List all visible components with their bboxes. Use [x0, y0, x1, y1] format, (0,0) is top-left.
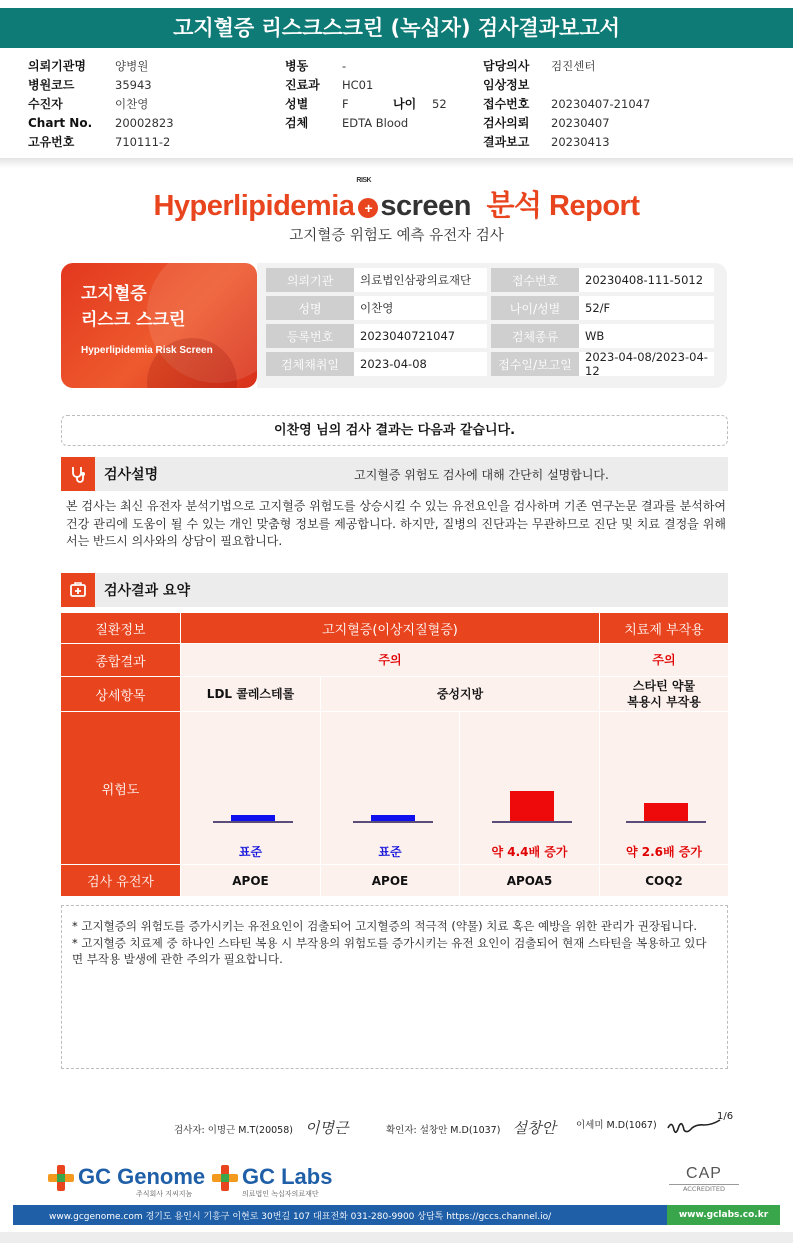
meta-key: Chart No.	[28, 115, 93, 130]
meta-key: 검체	[285, 116, 309, 130]
meta-value: EDTA Blood	[342, 115, 409, 130]
meta-key: 검사의뢰	[483, 116, 530, 130]
risk-baseline	[626, 821, 706, 823]
meta-key: 임상정보	[483, 78, 530, 92]
gene-name: APOA5	[460, 865, 600, 896]
gc-cross-icon	[48, 1165, 74, 1191]
info-label: 의뢰기관	[266, 268, 354, 292]
signature-scribble-icon	[666, 1118, 722, 1134]
risk-label: 약 2.6배 증가	[626, 845, 702, 859]
risk-label: 표준	[378, 845, 402, 859]
info-value: 2023-04-08	[354, 352, 487, 376]
section-title: 검사설명	[104, 467, 159, 483]
risk-cell	[181, 712, 321, 865]
row-label: 종합결과	[61, 644, 181, 677]
page-number: 1/6	[717, 1111, 734, 1122]
overall-result-main: 주의	[181, 644, 600, 677]
medical-kit-icon	[61, 573, 95, 607]
section-description: 고지혈증 위험도 검사에 대해 간단히 설명합니다.	[354, 467, 609, 482]
risk-bar	[644, 803, 688, 821]
info-value: 이찬영	[354, 296, 487, 320]
meta-value: F	[342, 96, 349, 111]
meta-value: HC01	[342, 77, 374, 92]
detail-statin: 스타틴 약물 복용시 부작용	[600, 677, 728, 712]
meta-col-1	[28, 56, 174, 151]
section-test-description	[61, 457, 728, 491]
meta-col-3	[483, 56, 650, 151]
risk-label: 약 4.4배 증가	[491, 845, 568, 859]
info-label: 검체종류	[491, 324, 579, 348]
product-card	[61, 263, 257, 388]
signature-mark: 이명근	[304, 1119, 349, 1137]
report-logo	[0, 177, 793, 224]
risk-baseline	[353, 821, 433, 823]
gene-name: APOE	[321, 865, 460, 896]
meta-value: 20002823	[115, 115, 174, 130]
meta-key: 성별	[285, 97, 309, 111]
age-key: 나이	[393, 97, 417, 111]
meta-key: 의뢰기관명	[28, 59, 86, 73]
signer-label: 검사자: 이명근 M.T(20058)	[174, 1125, 293, 1136]
risk-label: 표준	[238, 845, 263, 859]
meta-key: 병원코드	[28, 78, 75, 92]
meta-value: -	[342, 58, 347, 73]
risk-baseline	[213, 821, 293, 823]
info-value: 의료법인삼광의료재단	[354, 268, 487, 292]
risk-baseline	[492, 821, 572, 823]
cap-title: CAP	[686, 1165, 722, 1182]
logo-risk: RISK	[356, 177, 372, 184]
row-label: 상세항목	[61, 677, 181, 712]
meta-key: 수진자	[28, 97, 63, 111]
meta-value: 710111-2	[115, 134, 171, 149]
age-value: 52	[432, 96, 447, 111]
result-summary-table	[61, 613, 728, 896]
gene-name: COQ2	[600, 865, 728, 896]
info-row	[266, 324, 727, 348]
info-value: 52/F	[579, 296, 714, 320]
card-title-line2: 리스크 스크린	[81, 310, 186, 330]
row-label: 위험도	[61, 712, 181, 865]
gc-genome-sub: 주식회사 지씨지놈	[136, 1190, 193, 1198]
info-row	[266, 296, 727, 320]
meta-key: 접수번호	[483, 97, 530, 111]
result-greeting: 이찬영 님의 검사 결과는 다음과 같습니다.	[61, 415, 728, 446]
signer-label: 확인자: 설창안 M.D(1037)	[386, 1125, 501, 1136]
meta-value: 35943	[115, 77, 152, 92]
footer-contact-text: www.gcgenome.com 경기도 용인시 기흥구 이현로 30번길 107 대표전화 031-280-9900 상담톡 https://gccs.channel.io/	[49, 1211, 552, 1222]
meta-key: 진료과	[285, 78, 320, 92]
info-value: 20230408-111-5012	[579, 268, 714, 292]
info-value: WB	[579, 324, 714, 348]
meta-value: 20230407-21047	[551, 96, 651, 111]
gene-name: APOE	[181, 865, 321, 896]
report-subtitle: 고지혈증 위험도 예측 유전자 검사	[289, 228, 504, 244]
detail-ldl: LDL 콜레스테롤	[181, 677, 321, 712]
note-item: * 고지혈증의 위험도를 증가시키는 유전요인이 검출되어 고지혈증의 적극적 (약물) 치료 혹은 예방을 위한 관리가 권장됩니다.	[72, 919, 698, 933]
logo-part-3: 분석 Report	[486, 190, 640, 222]
card-english-title: Hyperlipidemia Risk Screen	[81, 345, 213, 356]
risk-cell	[460, 712, 600, 865]
table-row	[61, 613, 728, 644]
cap-sub: ACCREDITED	[669, 1184, 739, 1193]
info-row	[266, 352, 727, 376]
header-divider	[0, 158, 793, 168]
note-item: * 고지혈증 치료제 중 하나인 스타틴 복용 시 부작용의 위험도를 증가시키는 유전 요인이 검출되어 현재 스타틴을 복용하고 있다면 부작용 발생에 관한 주의가 필요합니다.	[72, 935, 707, 966]
info-label: 성명	[266, 296, 354, 320]
result-notes	[61, 905, 728, 1069]
info-value: 2023040721047	[354, 324, 487, 348]
meta-key: 병동	[285, 59, 309, 73]
info-label: 나이/성별	[491, 296, 579, 320]
logo-part-1: Hyperlipidemia	[153, 190, 355, 222]
row-label: 질환정보	[61, 613, 181, 644]
footer-contact-bar	[13, 1205, 780, 1225]
gc-labs-sub: 의료법인 녹십자의료재단	[242, 1190, 319, 1198]
signature-mark: 설창안	[512, 1119, 556, 1137]
risk-cell	[600, 712, 728, 865]
risk-plus-icon: +	[358, 198, 378, 218]
logo-part-2: screen	[380, 190, 471, 222]
gc-labs-logo	[212, 1165, 332, 1199]
row-label: 검사 유전자	[61, 865, 181, 896]
risk-cell	[321, 712, 460, 865]
risk-bar	[510, 791, 554, 821]
table-row	[61, 865, 728, 896]
meta-value: 20230413	[551, 134, 610, 149]
disease-header: 고지혈증(이상지질혈증)	[181, 613, 600, 644]
signature-checker	[386, 1117, 556, 1138]
table-row	[61, 644, 728, 677]
patient-info-panel	[257, 263, 727, 388]
info-value: 2023-04-08/2023-04-12	[579, 352, 714, 376]
card-title-line1: 고지혈증	[81, 284, 147, 304]
info-row	[266, 268, 727, 292]
meta-col-2	[285, 56, 447, 132]
gc-genome-name: GC Genome	[78, 1164, 206, 1189]
signature-doctor	[576, 1117, 722, 1134]
test-description-text: 본 검사는 최신 유전자 분석기법으로 고지혈증 위험도를 상승시킬 수 있는 유전요인을 검사하며 기존 연구논문 결과를 분석하여 건강 관리에 도움이 될 수 있는 개인 맞춤형 정보를 제공합니다. 하지만, 질병의 진단과는 무관하므로 진단 및 치료 결정을 위해서는 반드시 의사와의 상담이 필요합니다.	[66, 499, 727, 548]
info-label: 검체채취일	[266, 352, 354, 376]
meta-key: 결과보고	[483, 135, 530, 149]
bottom-margin	[0, 1232, 793, 1243]
info-label: 접수번호	[491, 268, 579, 292]
meta-value: 20230407	[551, 115, 610, 130]
meta-key: 담당의사	[483, 59, 530, 73]
cap-accreditation-logo	[669, 1165, 739, 1193]
section-result-summary	[61, 573, 728, 607]
report-title: 고지혈증 리스크스크린 (녹십자) 검사결과보고서	[0, 8, 793, 48]
section-title: 검사결과 요약	[104, 583, 191, 599]
gc-genome-logo	[48, 1165, 205, 1199]
gc-cross-icon	[212, 1165, 238, 1191]
stethoscope-icon	[61, 457, 95, 491]
signer-label: 이세미 M.D(1067)	[576, 1120, 657, 1131]
meta-value: 검진센터	[551, 58, 596, 73]
signature-tester	[174, 1117, 348, 1138]
overall-result-side: 주의	[600, 644, 728, 677]
info-label: 접수일/보고일	[491, 352, 579, 376]
footer-website[interactable]: www.gclabs.co.kr	[667, 1205, 780, 1225]
side-effect-header: 치료제 부작용	[600, 613, 728, 644]
gc-labs-name: GC Labs	[242, 1164, 333, 1189]
info-label: 등록번호	[266, 324, 354, 348]
meta-value: 이찬영	[115, 96, 149, 111]
meta-value: 양병원	[115, 58, 149, 73]
table-row	[61, 712, 728, 865]
meta-key: 고유번호	[28, 135, 75, 149]
detail-triglyceride: 중성지방	[321, 677, 600, 712]
table-row	[61, 677, 728, 712]
